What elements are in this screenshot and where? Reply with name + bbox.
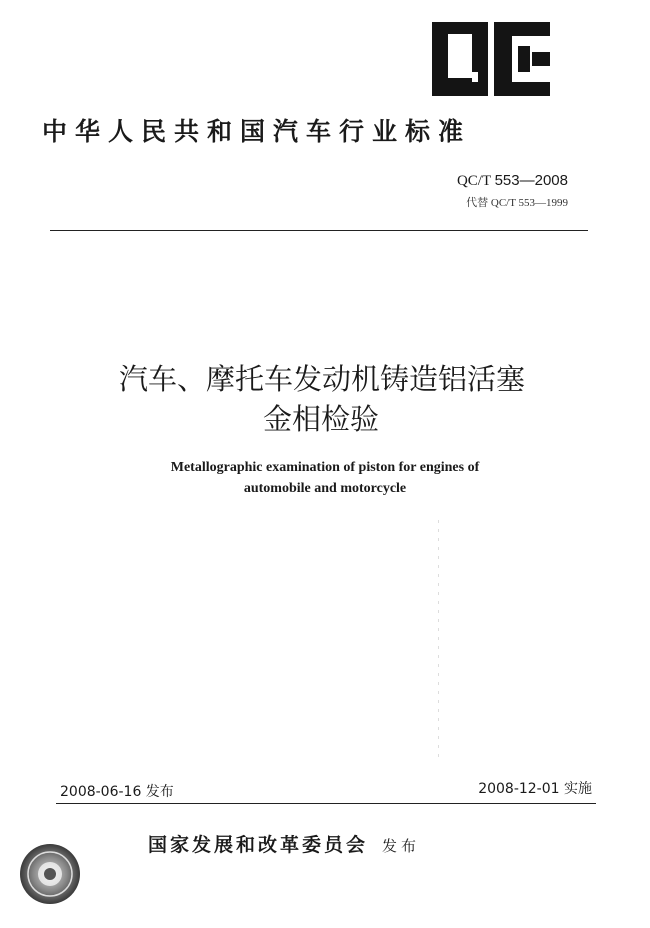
standard-number [457, 172, 568, 190]
title-cn-line1: 汽车、摩托车发动机铸造铝活塞 [118, 362, 525, 396]
title-en-line2: automobile and motorcycle [243, 481, 407, 496]
qc-logo [432, 22, 550, 96]
issuer-suffix: 发布 [382, 837, 421, 855]
title-cn-line2: 金相检验 [262, 402, 379, 436]
standard-prefix: QC/T [456, 173, 495, 189]
org-name-header: 中华人民共和国汽车行业标准 [42, 117, 472, 146]
standard-number-value: 553—2008 [494, 172, 568, 189]
title-en-line1: Metallographic examination of piston for engines of [170, 460, 480, 475]
top-divider [50, 230, 588, 231]
bottom-divider [56, 803, 596, 804]
replaces-standard: 代替 QC/T 553—1999 [466, 197, 568, 209]
effective-date: 2008-12-01 实施 [478, 781, 592, 797]
issue-date: 2008-06-16 发布 [60, 784, 174, 800]
issuer-name: 国家发展和改革委员会 [148, 834, 369, 856]
page-crease [438, 520, 439, 760]
issuer [148, 830, 420, 857]
seal-stamp-icon [18, 842, 82, 906]
